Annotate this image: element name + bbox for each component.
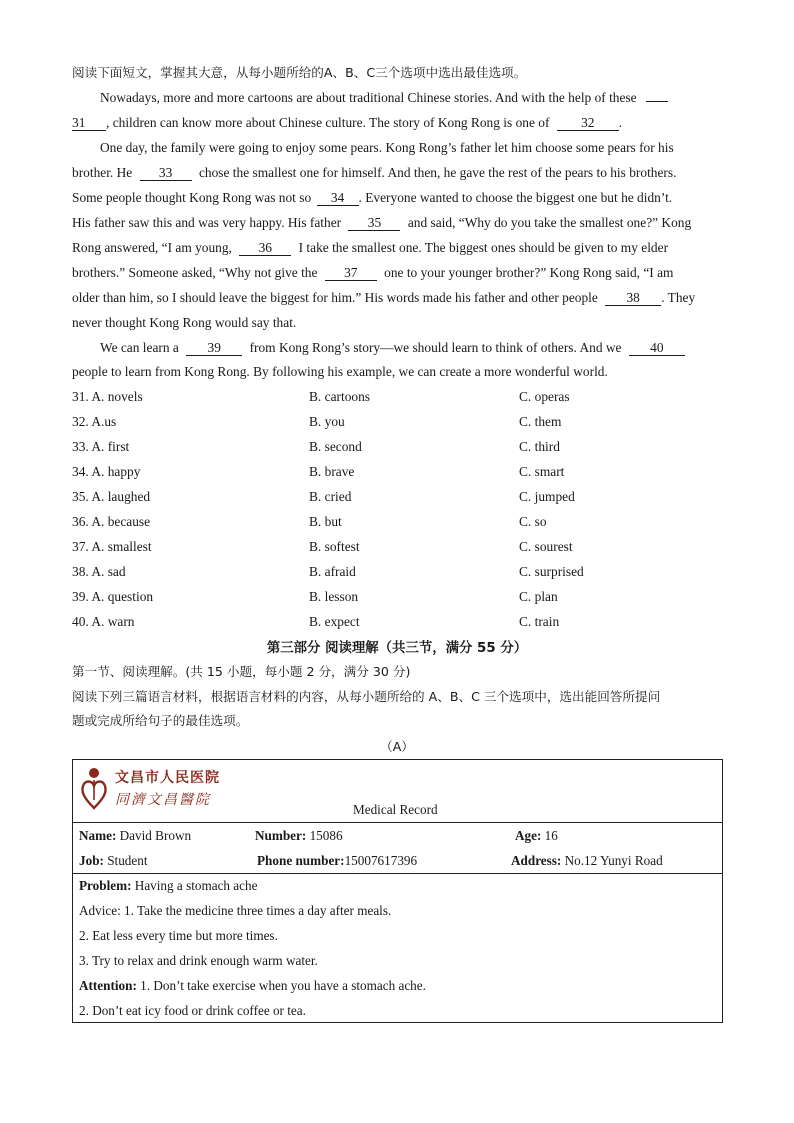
problem-label: Problem: xyxy=(79,878,132,893)
passage-line-5 xyxy=(72,189,672,207)
advice-3: 3. Try to relax and drink enough warm water. xyxy=(79,953,318,968)
option-37-a: 37. A. smallest xyxy=(72,539,152,554)
hospital-name: 文昌市人民医院 xyxy=(115,770,220,786)
option-38-c: C. surprised xyxy=(519,564,584,579)
passage-text: brothers.” Someone asked, “Why not give the xyxy=(72,265,318,280)
section1-heading: 第一节、阅读理解。(共 15 小题，每小题 2 分，满分 30 分) xyxy=(72,664,411,679)
option-33-a: 33. A. first xyxy=(72,439,130,454)
passage-line-3: One day, the family were going to enjoy some pears. Kong Rong’s father let him choose some pears for his xyxy=(100,140,674,155)
number-field xyxy=(255,827,343,845)
phone-label: Phone number: xyxy=(257,853,345,868)
option-35-a: 35. A. laughed xyxy=(72,489,151,504)
blank-34: 34 xyxy=(317,190,359,206)
blank-36: 36 xyxy=(239,240,291,256)
option-35-b: B. cried xyxy=(309,489,352,504)
reading-instruction-1: 阅读下列三篇语言材料，根据语言材料的内容，从每小题所给的 A、B、C 三个选项中，选出能回答所提问 xyxy=(72,689,661,704)
passage-line-6 xyxy=(72,214,691,232)
option-36-c: C. so xyxy=(519,514,547,529)
option-31-c: C. operas xyxy=(519,389,570,404)
option-34-a: 34. A. happy xyxy=(72,464,141,479)
passage-line-1 xyxy=(100,89,668,107)
blank-31: 31 xyxy=(72,115,106,131)
problem-value: Having a stomach ache xyxy=(131,878,258,893)
option-39-c: C. plan xyxy=(519,589,558,604)
passage-line-2 xyxy=(72,114,622,132)
option-32-a: 32. A.us xyxy=(72,414,117,429)
option-37-b: B. softest xyxy=(309,539,360,554)
cloze-instruction: 阅读下面短文，掌握其大意，从每小题所给的A、B、C三个选项中选出最佳选项。 xyxy=(72,65,527,80)
option-40-a: 40. A. warn xyxy=(72,614,135,629)
option-31-b: B. cartoons xyxy=(309,389,370,404)
hospital-logo-icon xyxy=(80,766,108,810)
option-34-b: B. brave xyxy=(309,464,355,479)
passage-line-12: people to learn from Kong Rong. By following his example, we can create a more wonderful world. xyxy=(72,364,608,379)
blank-40: 40 xyxy=(629,340,685,356)
passage-text: Some people thought Kong Rong was not so xyxy=(72,190,312,205)
option-40-b: B. expect xyxy=(309,614,360,629)
passage-text: His father saw this and was very happy. His father xyxy=(72,215,342,230)
age-value: 16 xyxy=(541,828,558,843)
passage-text: We can learn a xyxy=(100,340,179,355)
option-33-b: B. second xyxy=(309,439,362,454)
option-32-c: C. them xyxy=(519,414,562,429)
passage-text: older than him, so I should leave the biggest for him.” His words made his father and other people xyxy=(72,290,598,305)
passage-text: . They xyxy=(661,290,696,305)
phone-field xyxy=(257,852,417,870)
address-label: Address: xyxy=(511,853,562,868)
number-label: Number: xyxy=(255,828,307,843)
blank-39: 39 xyxy=(186,340,242,356)
option-36-a: 36. A. because xyxy=(72,514,151,529)
job-value: Student xyxy=(103,853,148,868)
name-field xyxy=(79,827,191,845)
address-value: No.12 Yunyi Road xyxy=(561,853,663,868)
attention-value: 1. Don’t take exercise when you have a stomach ache. xyxy=(136,978,426,993)
part3-title: 第三部分 阅读理解（共三节，满分 55 分） xyxy=(266,641,528,656)
blank-38: 38 xyxy=(605,290,661,306)
attention-label: Attention: xyxy=(79,978,137,993)
reading-instruction-2: 题或完成所给句子的最佳选项。 xyxy=(72,713,249,728)
option-40-c: C. train xyxy=(519,614,560,629)
problem-field xyxy=(79,877,257,895)
passage-text: Nowadays, more and more cartoons are about traditional Chinese stories. And with the help of these xyxy=(100,90,637,105)
passage-text: , children can know more about Chinese culture. The story of Kong Rong is one of xyxy=(106,115,550,130)
option-36-b: B. but xyxy=(309,514,342,529)
address-field xyxy=(511,852,663,870)
age-label: Age: xyxy=(515,828,542,843)
passage-text: . Everyone wanted to choose the biggest one but he didn’t. xyxy=(358,190,673,205)
name-label: Name: xyxy=(79,828,117,843)
passage-text: one to your younger brother?” Kong Rong said, “I am xyxy=(384,265,674,280)
record-title: Medical Record xyxy=(353,802,438,817)
number-value: 15086 xyxy=(306,828,343,843)
passage-line-11 xyxy=(100,339,685,357)
passage-line-7 xyxy=(72,239,668,257)
passage-text: chose the smallest one for himself. And then, he gave the rest of the pears to his brothers. xyxy=(198,165,677,180)
job-label: Job: xyxy=(79,853,104,868)
job-field xyxy=(79,852,148,870)
advice-1: Advice: 1. Take the medicine three times a day after meals. xyxy=(79,903,392,918)
hospital-name-script: 同濟文昌醫院 xyxy=(115,792,211,808)
attention-2: 2. Don’t eat icy food or drink coffee or tea. xyxy=(79,1003,306,1018)
option-32-b: B. you xyxy=(309,414,345,429)
blank-35: 35 xyxy=(348,215,400,231)
option-37-c: C. sourest xyxy=(519,539,573,554)
passage-text: brother. He xyxy=(72,165,133,180)
option-33-c: C. third xyxy=(519,439,560,454)
passage-line-9 xyxy=(72,289,695,307)
passage-text: . xyxy=(618,115,623,130)
option-38-b: B. afraid xyxy=(309,564,356,579)
passage-text: I take the smallest one. The biggest ones should be given to my elder xyxy=(298,240,669,255)
passage-text: Rong answered, “I am young, xyxy=(72,240,232,255)
option-35-c: C. jumped xyxy=(519,489,575,504)
phone-value: 15007617396 xyxy=(344,853,418,868)
divider xyxy=(73,873,722,874)
blank-37: 37 xyxy=(325,265,377,281)
blank-32: 32 xyxy=(557,115,619,131)
passage-line-4 xyxy=(72,164,676,182)
advice-2: 2. Eat less every time but more times. xyxy=(79,928,278,943)
blank-31-start xyxy=(646,101,668,102)
passage-line-10: never thought Kong Rong would say that. xyxy=(72,315,297,330)
passage-line-8 xyxy=(72,264,673,282)
passage-label-a: （A） xyxy=(380,739,414,754)
medical-record xyxy=(72,759,723,1023)
option-39-b: B. lesson xyxy=(309,589,359,604)
divider xyxy=(73,822,722,823)
passage-text: and said, “Why do you take the smallest one?” Kong xyxy=(407,215,692,230)
option-34-c: C. smart xyxy=(519,464,565,479)
option-38-a: 38. A. sad xyxy=(72,564,126,579)
blank-33: 33 xyxy=(140,165,192,181)
option-31-a: 31. A. novels xyxy=(72,389,143,404)
name-value: David Brown xyxy=(116,828,192,843)
option-39-a: 39. A. question xyxy=(72,589,154,604)
age-field xyxy=(515,827,558,845)
attention-1 xyxy=(79,977,426,995)
passage-text: from Kong Rong’s story—we should learn to think of others. And we xyxy=(249,340,622,355)
